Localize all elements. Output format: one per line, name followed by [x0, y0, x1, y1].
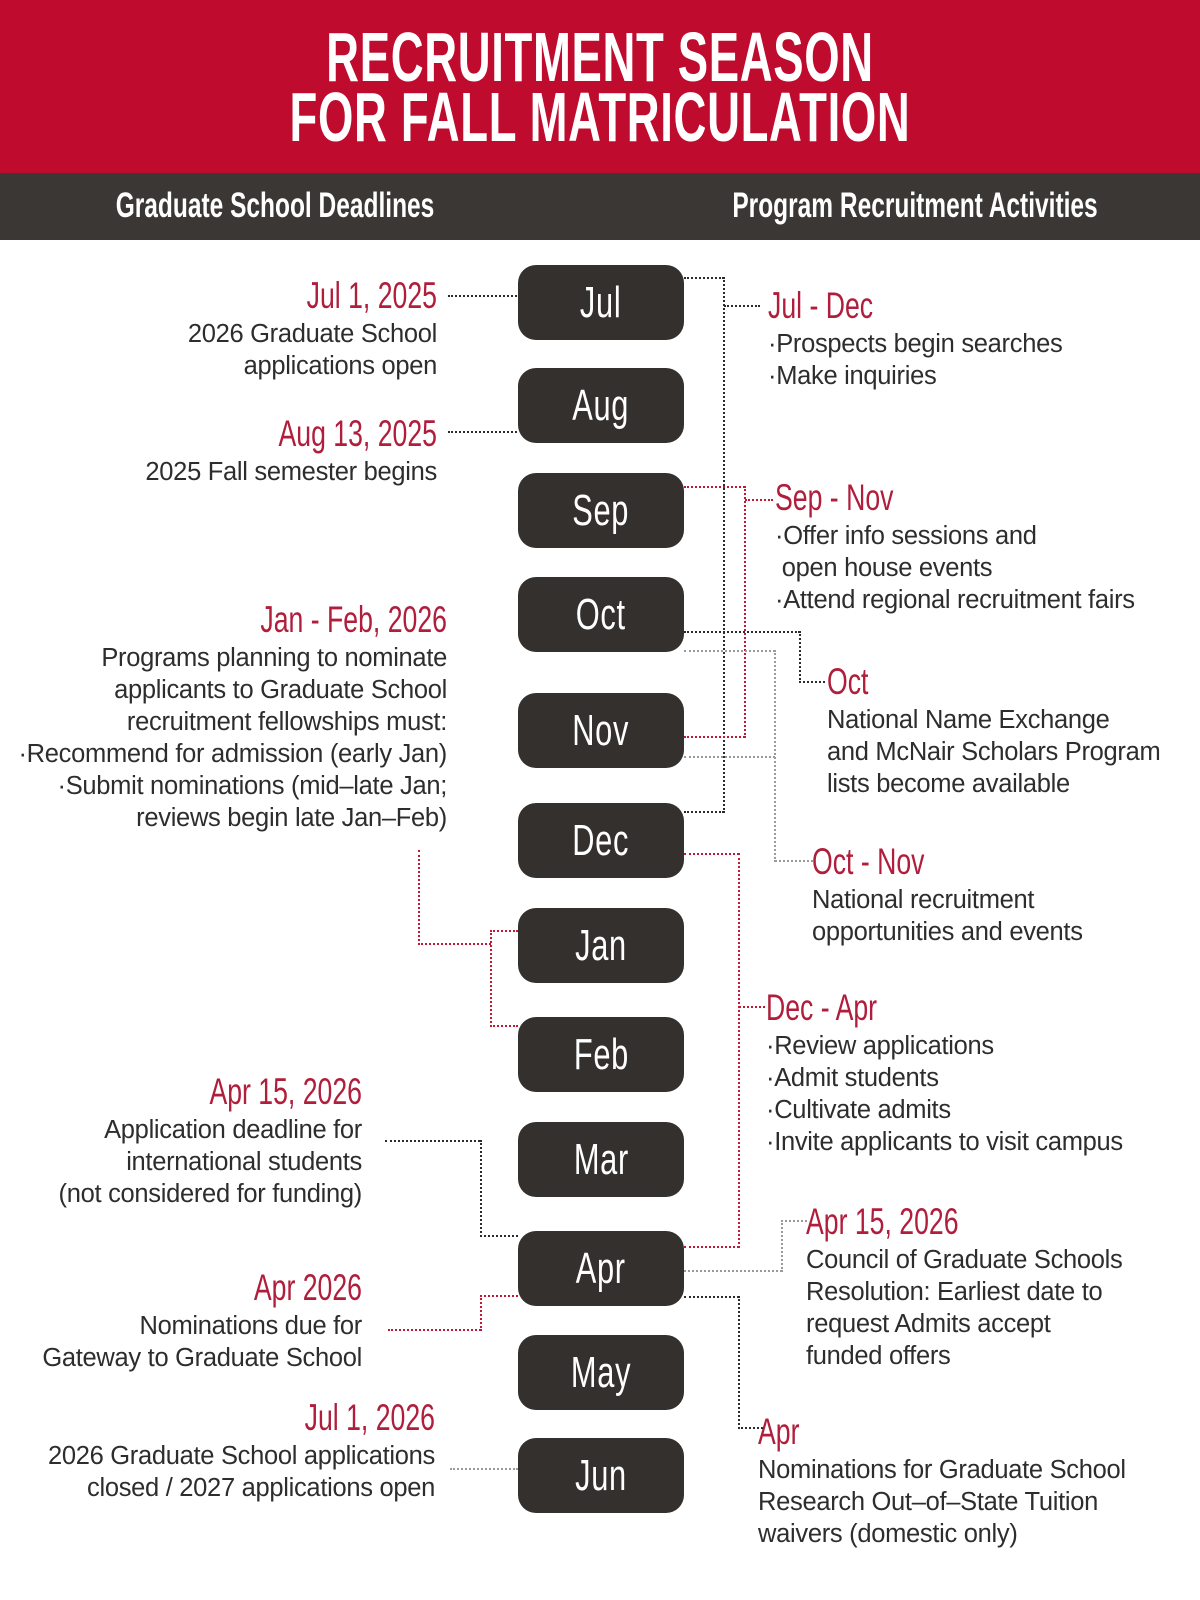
- activity-text-line: National recruitment: [812, 886, 1035, 914]
- deadline-text-line: 2026 Graduate School: [187, 320, 437, 348]
- connector-apr2026-left: [480, 1295, 518, 1297]
- connector-jul-dec: [723, 277, 725, 813]
- deadline-date: Jan - Feb, 2026: [260, 599, 447, 640]
- activity-range: Oct: [827, 661, 869, 702]
- deadline-text-line: reviews begin late Jan–Feb): [136, 804, 447, 832]
- deadline-event-apr15-2026: [0, 1070, 362, 1210]
- activity-text-line: ·Review applications: [766, 1032, 994, 1060]
- column-header-deadlines: Graduate School Deadlines: [115, 186, 435, 225]
- connector-jul-dec: [684, 811, 724, 813]
- activity-text-line: ·Prospects begin searches: [768, 330, 1063, 358]
- activity-event-oct: [827, 660, 1200, 800]
- activity-event-jul-dec: [768, 284, 1198, 392]
- month-pill-aug: [518, 368, 684, 443]
- connector-apr15-left: [480, 1235, 518, 1237]
- activity-text-line: and McNair Scholars Program: [827, 738, 1161, 766]
- deadline-text-line: Nominations due for: [139, 1312, 362, 1340]
- connector-sep-nov: [744, 486, 746, 738]
- activity-text-line: Research Out–of–State Tuition: [758, 1488, 1099, 1516]
- month-label: Jul: [580, 277, 622, 327]
- connector-dec-apr: [684, 853, 739, 855]
- activity-text-line: National Name Exchange: [827, 706, 1110, 734]
- deadline-text-line: applications open: [243, 352, 437, 380]
- activity-text-line: waivers (domestic only): [758, 1520, 1018, 1548]
- activity-text-line: funded offers: [806, 1342, 951, 1370]
- deadline-event-aug13-2025: [0, 412, 437, 488]
- month-label: Dec: [572, 815, 630, 865]
- activity-text-line: Council of Graduate Schools: [806, 1246, 1123, 1274]
- month-pill-feb: [518, 1017, 684, 1092]
- connector-jan-feb-left: [490, 930, 518, 932]
- activity-text-line: ·Offer info sessions and: [775, 522, 1037, 550]
- connector-apr2026-left: [480, 1295, 482, 1331]
- connector-apr15-left: [385, 1140, 480, 1142]
- deadline-text-line: Application deadline for: [104, 1116, 362, 1144]
- connector-apr-label: [684, 1296, 739, 1298]
- month-label: Apr: [575, 1243, 627, 1293]
- deadline-text-line: (not considered for funding): [58, 1180, 362, 1208]
- deadline-text-line: closed / 2027 applications open: [87, 1474, 435, 1502]
- activity-event-sep-nov: [775, 476, 1200, 616]
- connector-sep-nov: [684, 486, 745, 488]
- deadline-text-line: ·Recommend for admission (early Jan): [18, 740, 447, 768]
- activity-range: Jul - Dec: [768, 285, 874, 326]
- deadline-text-line: ·Submit nominations (mid–late Jan;: [57, 772, 447, 800]
- activity-event-apr: [758, 1410, 1188, 1550]
- activity-event-oct-nov: [812, 840, 1200, 948]
- connector-oct-nov-stub: [775, 860, 813, 862]
- connector-oct-label: [684, 631, 800, 633]
- month-pill-jul: [518, 265, 684, 340]
- connector-sep-nov-stub: [745, 499, 773, 501]
- connector-jul-dec-stub: [724, 305, 760, 307]
- activity-text-line: lists become available: [827, 770, 1070, 798]
- month-pill-jan: [518, 908, 684, 983]
- activity-text-line: ·Attend regional recruitment fairs: [775, 586, 1135, 614]
- connector-apr15-right: [684, 1270, 782, 1272]
- deadline-text-line: Programs planning to nominate: [101, 644, 447, 672]
- month-label: May: [570, 1347, 632, 1397]
- deadline-text-line: 2026 Graduate School applications: [47, 1442, 435, 1470]
- month-label: Oct: [575, 589, 627, 639]
- month-pill-may: [518, 1335, 684, 1410]
- activity-event-dec-apr: [766, 986, 1196, 1158]
- activity-range: Apr: [758, 1411, 800, 1452]
- connector-jul1-2026: [450, 1468, 518, 1470]
- activity-range: Sep - Nov: [775, 477, 894, 518]
- connector-oct-label: [799, 681, 825, 683]
- month-pill-oct: [518, 577, 684, 652]
- connector-jan-feb-left: [490, 1025, 518, 1027]
- activity-text-line: ·Admit students: [766, 1064, 939, 1092]
- deadline-event-jul1-2025: [0, 274, 437, 382]
- connector-apr15-right: [781, 1220, 807, 1222]
- month-pill-dec: [518, 803, 684, 878]
- month-label: Feb: [573, 1029, 629, 1079]
- connector-jan-feb-left: [490, 930, 492, 1027]
- activity-text-line: ·Make inquiries: [768, 362, 937, 390]
- deadline-date: Apr 2026: [253, 1267, 362, 1308]
- deadline-date: Jul 1, 2026: [304, 1397, 435, 1438]
- column-header-bar: [0, 173, 1200, 240]
- activity-text-line: open house events: [775, 554, 993, 582]
- activity-text-line: ·Cultivate admits: [766, 1096, 951, 1124]
- connector-apr15-left: [480, 1140, 482, 1237]
- activity-range: Dec - Apr: [766, 987, 878, 1028]
- activity-text-line: ·Invite applicants to visit campus: [766, 1128, 1123, 1156]
- activity-text-line: opportunities and events: [812, 918, 1083, 946]
- deadline-event-apr-2026: [0, 1266, 362, 1374]
- month-label: Jan: [575, 920, 627, 970]
- connector-jan-feb-left: [418, 943, 491, 945]
- column-header-activities: Program Recruitment Activities: [732, 186, 1098, 225]
- month-pill-apr: [518, 1231, 684, 1306]
- activity-text-line: Resolution: Earliest date to: [806, 1278, 1103, 1306]
- deadline-text-line: applicants to Graduate School: [114, 676, 447, 704]
- deadline-text-line: recruitment fellowships must:: [126, 708, 447, 736]
- month-label: Sep: [572, 485, 630, 535]
- deadline-date: Aug 13, 2025: [278, 413, 437, 454]
- connector-jan-feb-left: [418, 850, 420, 945]
- month-label: Mar: [573, 1134, 629, 1184]
- activity-text-line: Nominations for Graduate School: [758, 1456, 1126, 1484]
- deadline-event-jul1-2026: [0, 1396, 435, 1504]
- month-pill-mar: [518, 1122, 684, 1197]
- connector-jul1-2025: [448, 295, 517, 297]
- connector-dec-apr: [738, 853, 740, 1248]
- deadline-text-line: international students: [126, 1148, 362, 1176]
- connector-apr15-right: [781, 1220, 783, 1272]
- month-label: Aug: [572, 380, 630, 430]
- activity-range: Apr 15, 2026: [806, 1201, 959, 1242]
- connector-oct-label: [799, 631, 801, 683]
- month-label: Jun: [575, 1450, 627, 1500]
- page-title-line2: FOR FALL MATRICULATION: [289, 78, 911, 156]
- month-pill-sep: [518, 473, 684, 548]
- connector-apr-label: [738, 1296, 740, 1429]
- page-title-line1: RECRUITMENT SEASON: [326, 18, 874, 96]
- connector-dec-apr-stub: [739, 1006, 765, 1008]
- connector-jul-dec: [684, 277, 724, 279]
- deadline-event-jan-feb-2026: [0, 598, 447, 834]
- deadline-text-line: Gateway to Graduate School: [42, 1344, 362, 1372]
- connector-aug13-2025: [448, 431, 517, 433]
- month-pill-jun: [518, 1438, 684, 1513]
- connector-sep-nov: [684, 736, 745, 738]
- activity-range: Oct - Nov: [812, 841, 925, 882]
- divider-right-arrow-icon: [691, 374, 702, 388]
- deadline-date: Jul 1, 2025: [306, 275, 437, 316]
- month-label: Nov: [572, 705, 630, 755]
- activity-event-apr15-2026: [806, 1200, 1200, 1372]
- activity-text-line: request Admits accept: [806, 1310, 1051, 1338]
- divider-left-arrow-icon: [490, 374, 501, 388]
- connector-apr2026-left: [388, 1329, 481, 1331]
- connector-apr-label: [738, 1427, 763, 1429]
- connector-oct-nov: [684, 650, 775, 652]
- connector-oct-nov: [684, 756, 775, 758]
- month-pill-nov: [518, 693, 684, 768]
- connector-dec-apr: [684, 1246, 739, 1248]
- deadline-date: Apr 15, 2026: [209, 1071, 362, 1112]
- deadline-text-line: 2025 Fall semester begins: [145, 458, 437, 486]
- header-banner: [0, 0, 1200, 173]
